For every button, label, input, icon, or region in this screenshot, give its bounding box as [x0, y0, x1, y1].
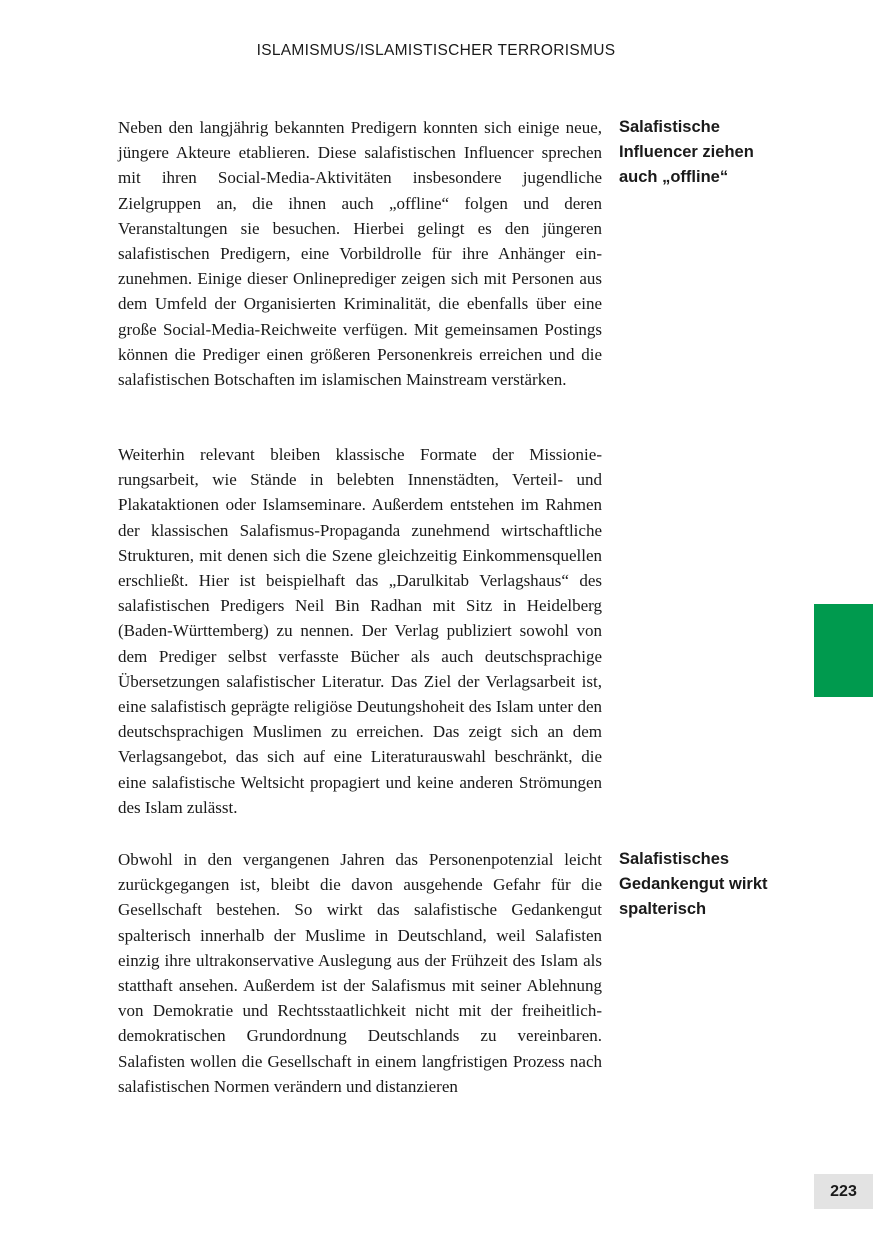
margin-note-gedankengut — [619, 847, 794, 923]
page-number: 223 — [814, 1174, 873, 1209]
paragraph-text: Neben den langjährig bekannten Predigern konnten sich einige neue, jüngere Akteure etablieren. Diese salafistischen Influencer sprechen mit ihren Social-Media-Aktivitäten insbesondere jugendliche Zielgruppen an, die ihnen auch „offline“ folgen und deren Veranstaltungen sie besuchen. Hierbei gelingt es den jüngeren salafistischen Predigern, eine Vorbildrolle für ihre Anhänger einzunehmen. Einige dieser Onlineprediger zeigen sich mit Personen aus dem Umfeld der Organisierten Kriminalität, die ebenfalls über eine große Social-Media-Reichweite verfügen. Mit gemeinsamen Postings können die Prediger einen größeren Personenkreis erreichen und die salafistischen Botschaften im islamischen Mainstream verstärken. — [118, 118, 602, 390]
margin-note-line: Salafistische — [619, 118, 720, 136]
body-paragraph-1 — [118, 115, 602, 392]
paragraph-text: Obwohl in den vergangenen Jahren das Personenpotenzial leicht zurückgegangen ist, bleibt die davon ausgehende Gefahr für die Gesellschaft bestehen. So wirkt das salafistische Gedankengut spalterisch innerhalb der Muslime in Deutschland, weil Salafisten einzig ihre ultrakonservative Auslegung aus der Frühzeit des Islam als statthaft ansehen. Außerdem ist der Salafismus mit seiner Ablehnung von Demokratie und Rechtsstaatlichkeit nicht mit der freiheitlich-demokratischen Grundordnung Deutschlands zu vereinbaren. Salafisten wollen die Gesellschaft in einem langfristigen Prozess nach salafistischen Normen verändern und distanzieren — [118, 850, 602, 1096]
margin-note-line: Gedankengut wirkt — [619, 875, 768, 894]
margin-note-line: Influencer ziehen — [619, 143, 754, 162]
margin-note-line: spalterisch — [619, 900, 707, 919]
margin-note-line: Salafistisches — [619, 850, 730, 868]
margin-note-influencer — [619, 115, 794, 191]
paragraph-text: Weiterhin relevant bleiben klassische Formate der Missionierungsarbeit, wie Stände in belebten Innenstädten, Verteil- und Plakataktionen oder Islamseminare. Außerdem entstehen im Rahmen der klassischen Salafismus-Propaganda zunehmend wirtschaftliche Strukturen, mit denen sich die Szene gleichzeitig Einkommensquellen erschließt. Hier ist beispielhaft das „Darulkitab Verlagshaus“ des salafistischen Predigers Neil Bin Radhan mit Sitz in Heidelberg (Baden-Württemberg) zu nennen. Der Verlag publiziert sowohl von dem Prediger selbst verfasste Bücher als auch deutschsprachige Übersetzungen salafistischer Literatur. Das Ziel der Verlagsarbeit ist, eine salafistisch geprägte religiöse Deutungshoheit des Islam unter den deutschsprachigen Muslimen zu erreichen. Das zeigt sich an dem Verlagsangebot, das sich auf eine Literaturauswahl beschränkt, die eine salafistische Weltsicht propagiert und keine anderen Strömungen des Islam zulässt. — [118, 445, 602, 817]
margin-note-line: auch „offline“ — [619, 168, 729, 187]
chapter-thumb-tab — [814, 604, 873, 697]
body-paragraph-3 — [118, 847, 602, 1099]
body-paragraph-2 — [118, 442, 602, 820]
running-header: ISLAMISMUS/ISLAMISTISCHER TERRORISMUS — [256, 42, 616, 59]
